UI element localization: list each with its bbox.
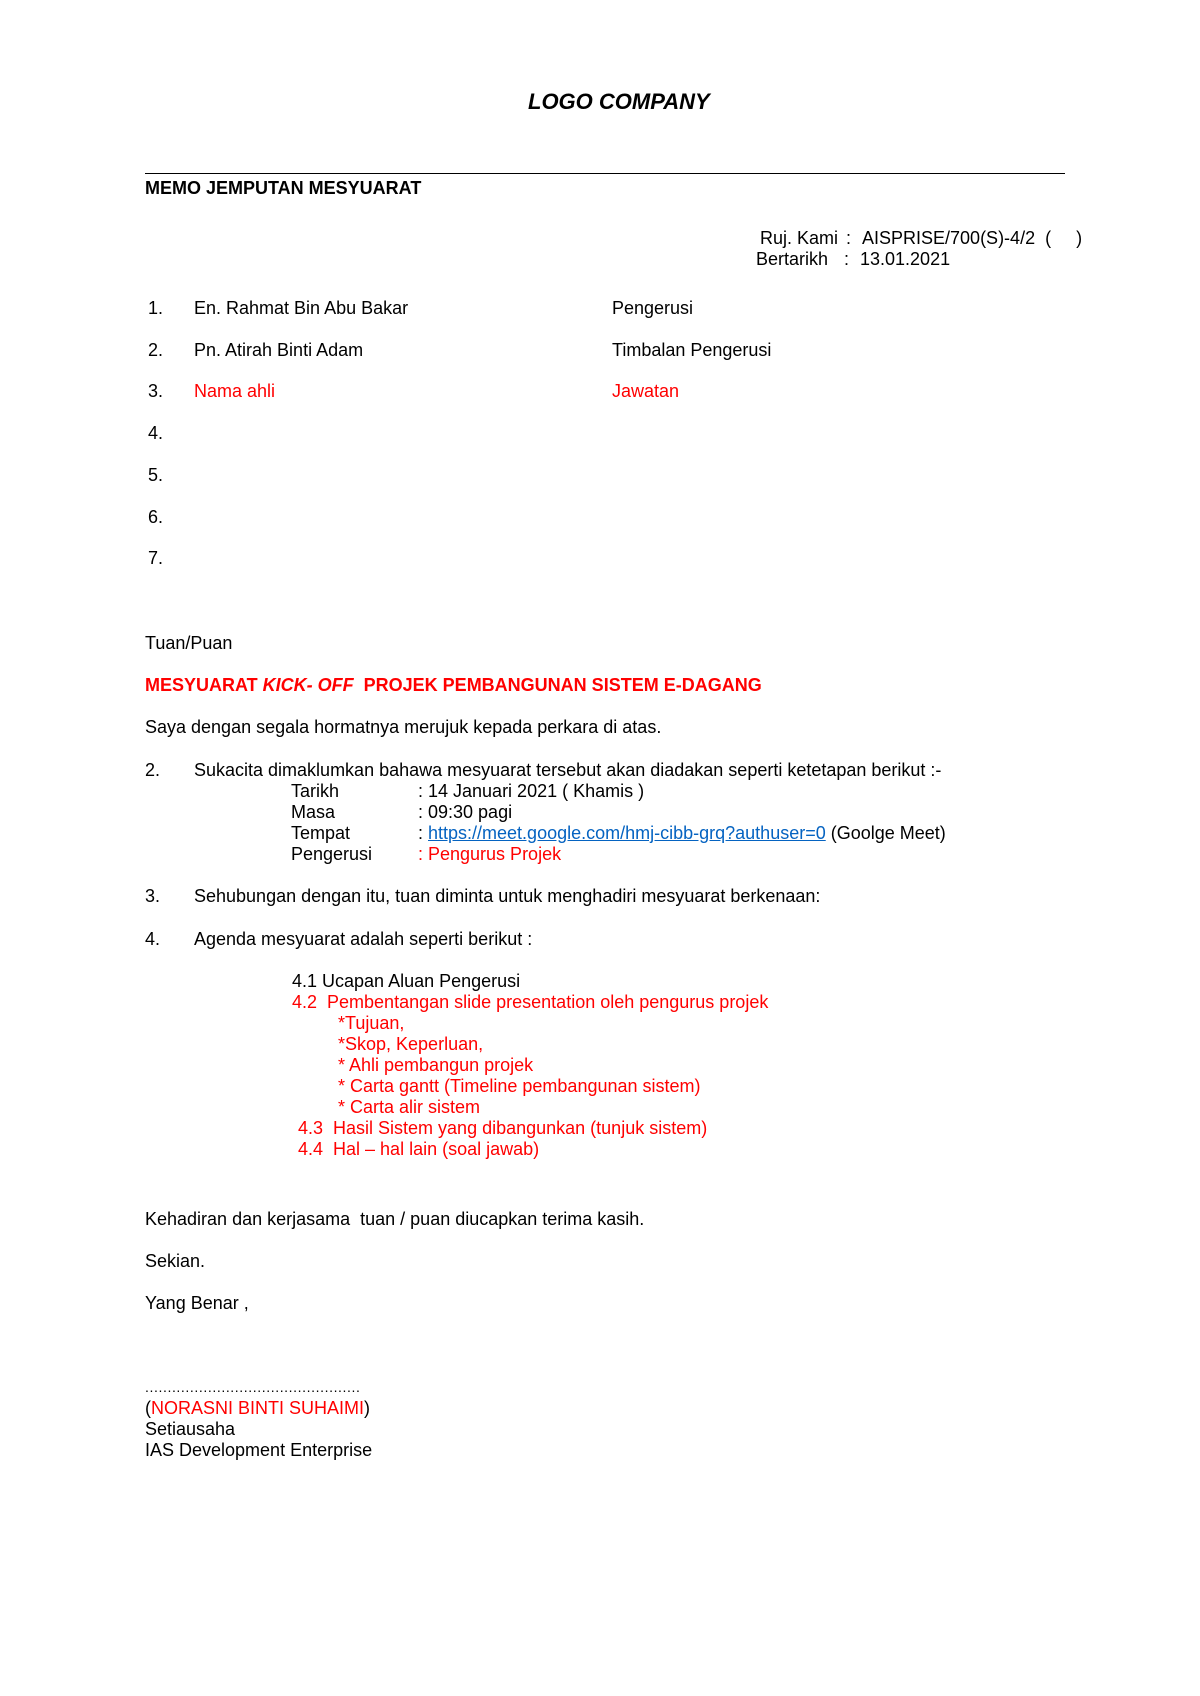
- signature-name-line: [145, 1398, 370, 1418]
- date-value: 13.01.2021: [860, 249, 951, 269]
- agenda-subitem: *Skop, Keperluan,: [338, 1034, 484, 1054]
- meeting-link[interactable]: https://meet.google.com/hmj-cibb-grq?authuser=0: [428, 823, 826, 843]
- pengerusi-value: : Pengurus Projek: [418, 844, 562, 864]
- memo-title: MEMO JEMPUTAN MESYUARAT: [145, 178, 422, 198]
- pengerusi-label: Pengerusi: [291, 844, 373, 864]
- tarikh-value: : 14 Januari 2021 ( Khamis ): [418, 781, 645, 801]
- recipient-role: Timbalan Pengerusi: [612, 340, 772, 360]
- signature-line: ................................................: [145, 1379, 361, 1395]
- signatory-title: Setiausaha: [145, 1419, 236, 1439]
- recipient-num: 6.: [148, 507, 164, 527]
- agenda-subitem: * Carta gantt (Timeline pembangunan sistem): [338, 1076, 701, 1096]
- subject-post: PROJEK PEMBANGUNAN SISTEM E-DAGANG: [353, 675, 762, 695]
- recipient-name: Pn. Atirah Binti Adam: [194, 340, 364, 360]
- agenda-item: 4.3 Hasil Sistem yang dibangunkan (tunjuk sistem): [298, 1118, 708, 1138]
- salutation: Tuan/Puan: [145, 633, 233, 653]
- thanks-paragraph: Kehadiran dan kerjasama tuan / puan diucapkan terima kasih.: [145, 1209, 645, 1229]
- agenda-item: 4.4 Hal – hal lain (soal jawab): [298, 1139, 540, 1159]
- masa-value: : 09:30 pagi: [418, 802, 513, 822]
- recipient-role: Pengerusi: [612, 298, 694, 318]
- signatory-company: IAS Development Enterprise: [145, 1440, 373, 1460]
- para-3-text: Sehubungan dengan itu, tuan diminta untuk menghadiri mesyuarat berkenaan:: [194, 886, 821, 906]
- agenda-subitem: *Tujuan,: [338, 1013, 405, 1033]
- ref-label: Ruj. Kami: [760, 228, 839, 248]
- masa-label: Masa: [291, 802, 336, 822]
- date-label: Bertarikh: [756, 249, 829, 269]
- recipient-role: Jawatan: [612, 381, 680, 401]
- agenda-subitem: * Carta alir sistem: [338, 1097, 481, 1117]
- tempat-colon: :: [418, 823, 429, 843]
- intro-paragraph: Saya dengan segala hormatnya merujuk kepada perkara di atas.: [145, 717, 662, 737]
- date-separator: :: [844, 249, 850, 269]
- recipient-num: 4.: [148, 423, 164, 443]
- closing: Sekian.: [145, 1251, 206, 1271]
- subject-heading: [145, 675, 762, 695]
- paren-close: ): [364, 1398, 371, 1418]
- paren-open: (: [145, 1398, 151, 1418]
- para-3-num: 3.: [145, 886, 161, 906]
- signatory-name: NORASNI BINTI SUHAIMI: [151, 1398, 365, 1418]
- agenda-item: 4.1 Ucapan Aluan Pengerusi: [292, 971, 521, 991]
- ref-value: AISPRISE/700(S)-4/2 ( ): [862, 228, 1083, 248]
- subject-pre: MESYUARAT: [145, 675, 263, 695]
- recipient-num: 3.: [148, 381, 164, 401]
- recipient-num: 5.: [148, 465, 164, 485]
- para-4-num: 4.: [145, 929, 161, 949]
- signoff: Yang Benar ,: [145, 1293, 249, 1313]
- agenda-subitem: * Ahli pembangun projek: [338, 1055, 534, 1075]
- recipient-num: 7.: [148, 548, 164, 568]
- company-logo: LOGO COMPANY: [528, 89, 710, 114]
- tarikh-label: Tarikh: [291, 781, 340, 801]
- tempat-label: Tempat: [291, 823, 351, 843]
- para-4-text: Agenda mesyuarat adalah seperti berikut :: [194, 929, 533, 949]
- tempat-value: [418, 823, 946, 843]
- recipient-name: En. Rahmat Bin Abu Bakar: [194, 298, 409, 318]
- recipient-num: 2.: [148, 340, 164, 360]
- para-2-text: Sukacita dimaklumkan bahawa mesyuarat tersebut akan diadakan seperti ketetapan berikut :-: [194, 760, 942, 780]
- agenda-item: 4.2 Pembentangan slide presentation oleh pengurus projek: [292, 992, 769, 1012]
- recipient-name: Nama ahli: [194, 381, 276, 401]
- tempat-suffix: (Goolge Meet): [825, 823, 946, 843]
- recipient-num: 1.: [148, 298, 164, 318]
- header-divider: [145, 173, 1065, 174]
- ref-separator: :: [846, 228, 852, 248]
- para-2-num: 2.: [145, 760, 161, 780]
- subject-italic: KICK- OFF: [262, 675, 354, 695]
